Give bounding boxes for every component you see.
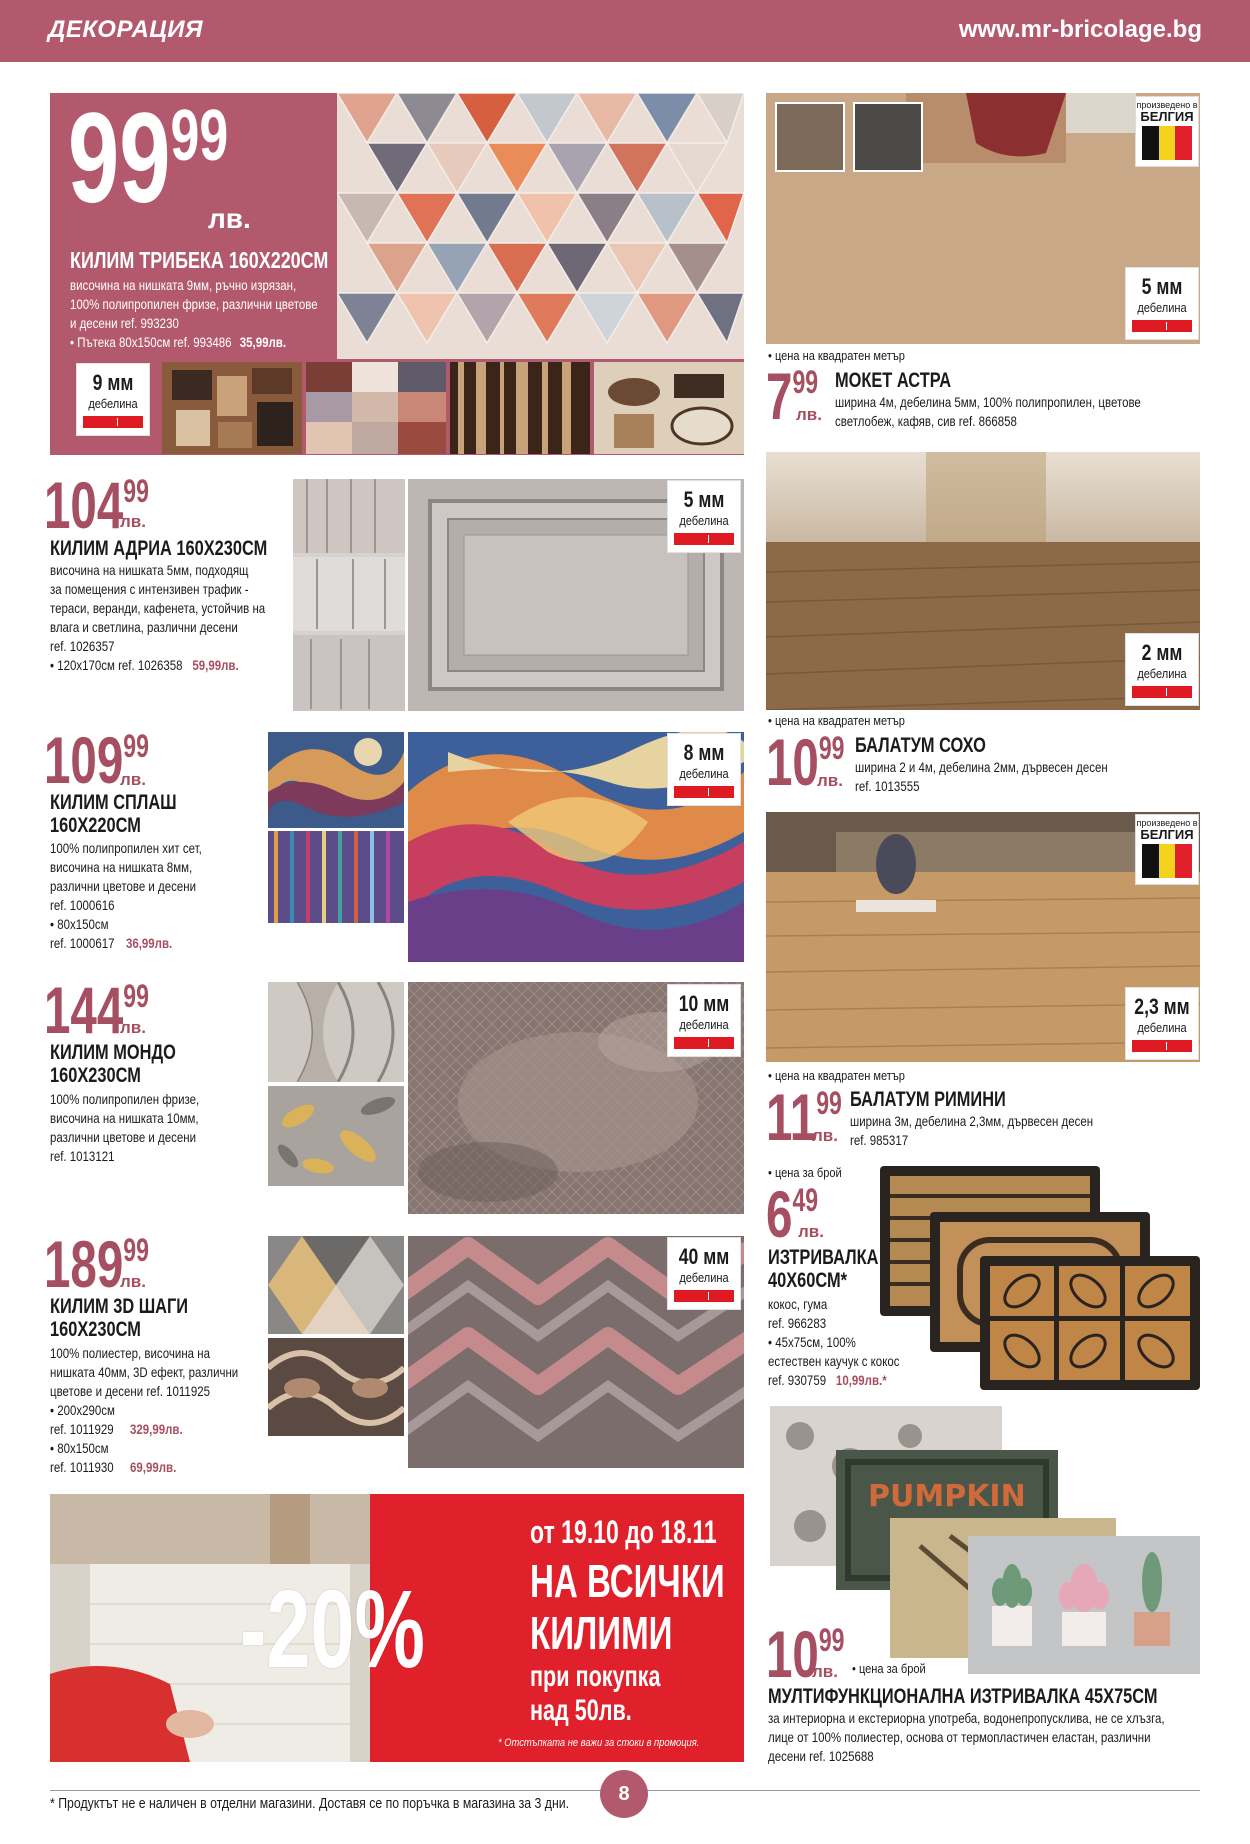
country-label: БЕЛГИЯ [1140,109,1194,124]
promo-fineprint: * Отстъпката не важи за стоки в промоция. [498,1737,700,1749]
desc-line: и десени ref. 993230 [70,315,179,331]
desc-line: различни цветове и десени [50,878,196,894]
thickness-bar [674,533,734,545]
desc-line: височина на нишката 9мм, ръчно изрязан, [70,277,297,293]
price-int: 109 [44,723,124,797]
thickness-bar [1132,1040,1192,1052]
section-title: ДЕКОРАЦИЯ [48,16,204,43]
rimini-desc [850,1112,1146,1150]
price-dec: 99 [123,1232,149,1268]
page-header [0,0,1250,62]
desc-line: за интериорна и екстериорна употреба, водонепропусклива, не се хлъзга, [768,1710,1165,1726]
rug-thumbnail [293,479,405,711]
tribeca-title: КИЛИМ ТРИБЕКА 160Х220СМ [70,247,329,273]
thickness-label: дебелина [88,396,138,411]
doormat-lettering: PUMPKIN [868,1479,1026,1514]
thickness-label: дебелина [679,513,729,528]
thickness-bar [674,1037,734,1049]
site-url[interactable]: www.mr-bricolage.bg [958,16,1202,43]
desc-line [70,333,318,352]
variant-ref: ref. 1000617 [50,935,115,951]
price-dec: 99 [818,730,845,766]
thickness-badge [1126,634,1198,705]
rug-thumbnail [306,362,446,454]
rug-thumbnail [450,362,590,454]
price-dec: 99 [792,364,819,400]
tribeca-rug-image [337,93,744,359]
astra-desc [835,393,1208,431]
price-dec: 99 [123,728,149,764]
price-unit-note: • цена на квадратен метър [768,348,905,363]
desc-line: кокос, гума [768,1296,828,1312]
price-currency: лв. [120,770,146,789]
thickness-value: 8 мм [683,740,725,765]
variant-ref: • 120х170см ref. 1026358 [50,657,183,673]
rug-thumbnail [268,1338,404,1436]
thickness-label: дебелина [1137,666,1187,681]
desc-line: нишката 40мм, 3D ефект, различни [50,1364,239,1380]
price-currency: лв. [796,405,822,424]
price-currency: лв. [120,1018,146,1037]
variant-price: 69,99лв. [130,1459,177,1475]
price-dec: 99 [818,1622,845,1658]
desc-line: височина на нишката 8мм, [50,859,193,875]
title-line: 160Х230СМ [50,1318,141,1341]
variant-price: 35,99лв. [239,334,287,350]
splash-title [50,791,177,837]
price-int: 11 [766,1080,817,1154]
thickness-bar [1132,320,1192,332]
title-line: КИЛИМ 3D ШАГИ [50,1295,189,1318]
desc-line: 100% полипропилен фризе, [50,1091,200,1107]
thickness-label: дебелина [1137,300,1187,315]
shaggy-desc [50,1344,280,1477]
desc-line: за помещения с интензивен трафик - [50,581,249,597]
desc-line: 100% полиестер, височина на [50,1345,210,1361]
price-dec: 49 [792,1182,819,1218]
country-label: БЕЛГИЯ [1140,827,1194,842]
rug-thumbnail [268,831,404,923]
thickness-label: дебелина [679,766,729,781]
desc-line: цветове и десени ref. 1011925 [50,1383,210,1399]
thickness-value: 40 мм [678,1244,730,1269]
title-line: КИЛИМ МОНДО [50,1041,176,1064]
promo-percent: -20% [240,1568,425,1691]
thickness-badge [1126,988,1198,1059]
promo-banner [50,1494,744,1762]
thickness-bar [674,1290,734,1302]
thickness-badge [668,985,740,1056]
thickness-value: 10 мм [678,991,730,1016]
desc-line: тераси, веранди, кафенета, устойчив на [50,600,266,616]
price-currency: лв. [798,1222,824,1241]
promo-line1: НА ВСИЧКИ [530,1555,725,1607]
belgium-flag-icon [1142,844,1192,878]
doormat-title [768,1246,878,1292]
price-int: 10 [766,1617,819,1691]
mondo-title [50,1041,176,1087]
thickness-badge [668,481,740,552]
desc-line: ref. 1013555 [855,778,920,794]
desc-line: ref. 1026357 [50,638,115,654]
desc-line: височина на нишката 10мм, [50,1110,199,1126]
price-int: 104 [44,468,124,542]
rug-thumbnail [594,362,744,454]
rimini-title: БАЛАТУМ РИМИНИ [850,1088,1006,1111]
multi-desc [768,1709,1250,1766]
desc-line: ширина 4м, дебелина 5мм, 100% полипропилен, цветове [835,394,1141,410]
rug-thumbnail [162,362,302,454]
price-dec: 99 [123,978,149,1014]
thickness-badge [668,1238,740,1309]
price-unit-note: • цена на квадратен метър [768,713,905,728]
desc-line: различни цветове и десени [50,1129,196,1145]
price-dec: 99 [816,1085,842,1121]
desc-line: 100% полипропилен фризе, различни цветове [70,296,318,312]
price-unit-note: • цена за брой [768,1165,842,1180]
desc-line: светлобеж, кафяв, сив ref. 866858 [835,413,1017,429]
variant-ref: • Пътека 80х150см ref. 993486 [70,334,232,350]
desc-line: височина на нишката 5мм, подходящ [50,562,249,578]
promo-line4: над 50лв. [530,1694,632,1727]
thickness-badge [77,364,149,435]
title-line: ИЗТРИВАЛКА [768,1246,879,1269]
thickness-value: 5 мм [683,487,725,512]
soho-title: БАЛАТУМ СОХО [855,734,986,757]
title-line: 40Х60СМ* [768,1269,847,1292]
rug-thumbnail [268,982,404,1082]
price-int: 10 [766,725,819,799]
desc-line: ширина 3м, дебелина 2,3мм, дървесен десен [850,1113,1094,1129]
desc-line: ref. 966283 [768,1315,827,1331]
variant-price: 36,99лв. [125,935,173,951]
desc-line: • 45х75см, 100% [768,1334,856,1350]
tribeca-desc [70,276,372,352]
thickness-bar [83,416,143,428]
desc-line: естествен каучук с кокос [768,1353,900,1369]
desc-line: ref. 1013121 [50,1148,115,1164]
footer-note: * Продуктът не е наличен в отделни магазини. Доставя се по поръчка в магазина за 3 дни. [50,1795,570,1812]
price-currency: лв. [812,1662,838,1681]
thickness-bar [1132,686,1192,698]
thickness-badge [668,734,740,805]
promo-line3: при покупка [530,1660,661,1693]
price-unit-note: • цена за брой [852,1661,926,1676]
variant-price: 59,99лв. [192,657,239,673]
price-currency: лв. [817,771,843,790]
shaggy-title [50,1295,188,1341]
thickness-bar [674,786,734,798]
desc-line: ref. 985317 [850,1132,909,1148]
page-number: 8 [600,1770,648,1818]
title-line: 160Х230СМ [50,1064,141,1087]
astra-title: МОКЕТ АСТРА [835,369,952,392]
variant-ref: ref. 930759 [768,1372,827,1388]
price-int: 7 [766,359,793,433]
desc-line: • 80х150см [50,916,109,932]
thickness-label: дебелина [1137,1020,1187,1035]
desc-line: • 80х150см [50,1440,109,1456]
variant-ref: ref. 1011929 [50,1421,114,1437]
adria-title: КИЛИМ АДРИА 160Х230СМ [50,537,268,560]
title-line: КИЛИМ СПЛАШ [50,791,177,814]
made-in-label: произведено в [1136,818,1198,828]
variant-price: 10,99лв.* [835,1372,887,1388]
desc-line: ref. 1000616 [50,897,115,913]
desc-line [50,656,265,675]
variant-price: 329,99лв. [130,1421,183,1437]
desc-line: 100% полипропилен хит сет, [50,840,202,856]
desc-line [50,1420,238,1439]
soho-desc [855,758,1163,796]
price-int: 6 [766,1177,793,1251]
made-in-belgium-badge [1136,815,1198,884]
splash-desc [50,839,235,953]
thickness-value: 9 мм [92,370,134,395]
adria-desc [50,561,312,675]
price-currency: лв. [120,1272,146,1291]
price-currency: лв. [812,1126,838,1145]
rug-thumbnail [268,1236,404,1334]
variant-ref: ref. 1011930 [50,1459,114,1475]
title-line: 160Х220СМ [50,814,141,837]
thickness-badge [1126,268,1198,339]
price-int: 144 [44,973,124,1047]
desc-line: влага и светлина, различни десени [50,619,238,635]
thickness-value: 2 мм [1141,640,1183,665]
desc-line: ширина 2 и 4м, дебелина 2мм, дървесен десен [855,759,1108,775]
thickness-label: дебелина [679,1017,729,1032]
belgium-flag-icon [1142,126,1192,160]
price-dec: 99 [170,96,229,176]
promo-line2: КИЛИМИ [530,1607,673,1659]
promo-dates: от 19.10 до 18.11 [530,1514,717,1550]
tribeca-currency: лв. [208,203,251,234]
thickness-value: 2,3 мм [1134,994,1190,1019]
desc-line: • 200х290см [50,1402,115,1418]
thickness-label: дебелина [679,1270,729,1285]
desc-line: десени ref. 1025688 [768,1748,874,1764]
thickness-value: 5 мм [1141,274,1183,299]
price-int: 189 [44,1227,124,1301]
doormats-image [880,1166,1200,1390]
desc-line: лице от 100% полиестер, основа от термопластичен еластан, различни [768,1729,1151,1745]
made-in-label: произведено в [1136,100,1198,110]
desc-line [50,934,202,953]
desc-line [50,1458,238,1477]
multi-title: МУЛТИФУНКЦИОНАЛНА ИЗТРИВАЛКА 45Х75СМ [768,1685,1158,1708]
price-int: 99 [68,87,171,230]
made-in-belgium-badge [1136,97,1198,166]
price-unit-note: • цена на квадратен метър [768,1068,905,1083]
price-dec: 99 [123,473,149,509]
rug-thumbnail [268,1086,404,1186]
price-currency: лв. [120,512,146,531]
mondo-desc [50,1090,232,1166]
rug-thumbnail [268,732,404,828]
